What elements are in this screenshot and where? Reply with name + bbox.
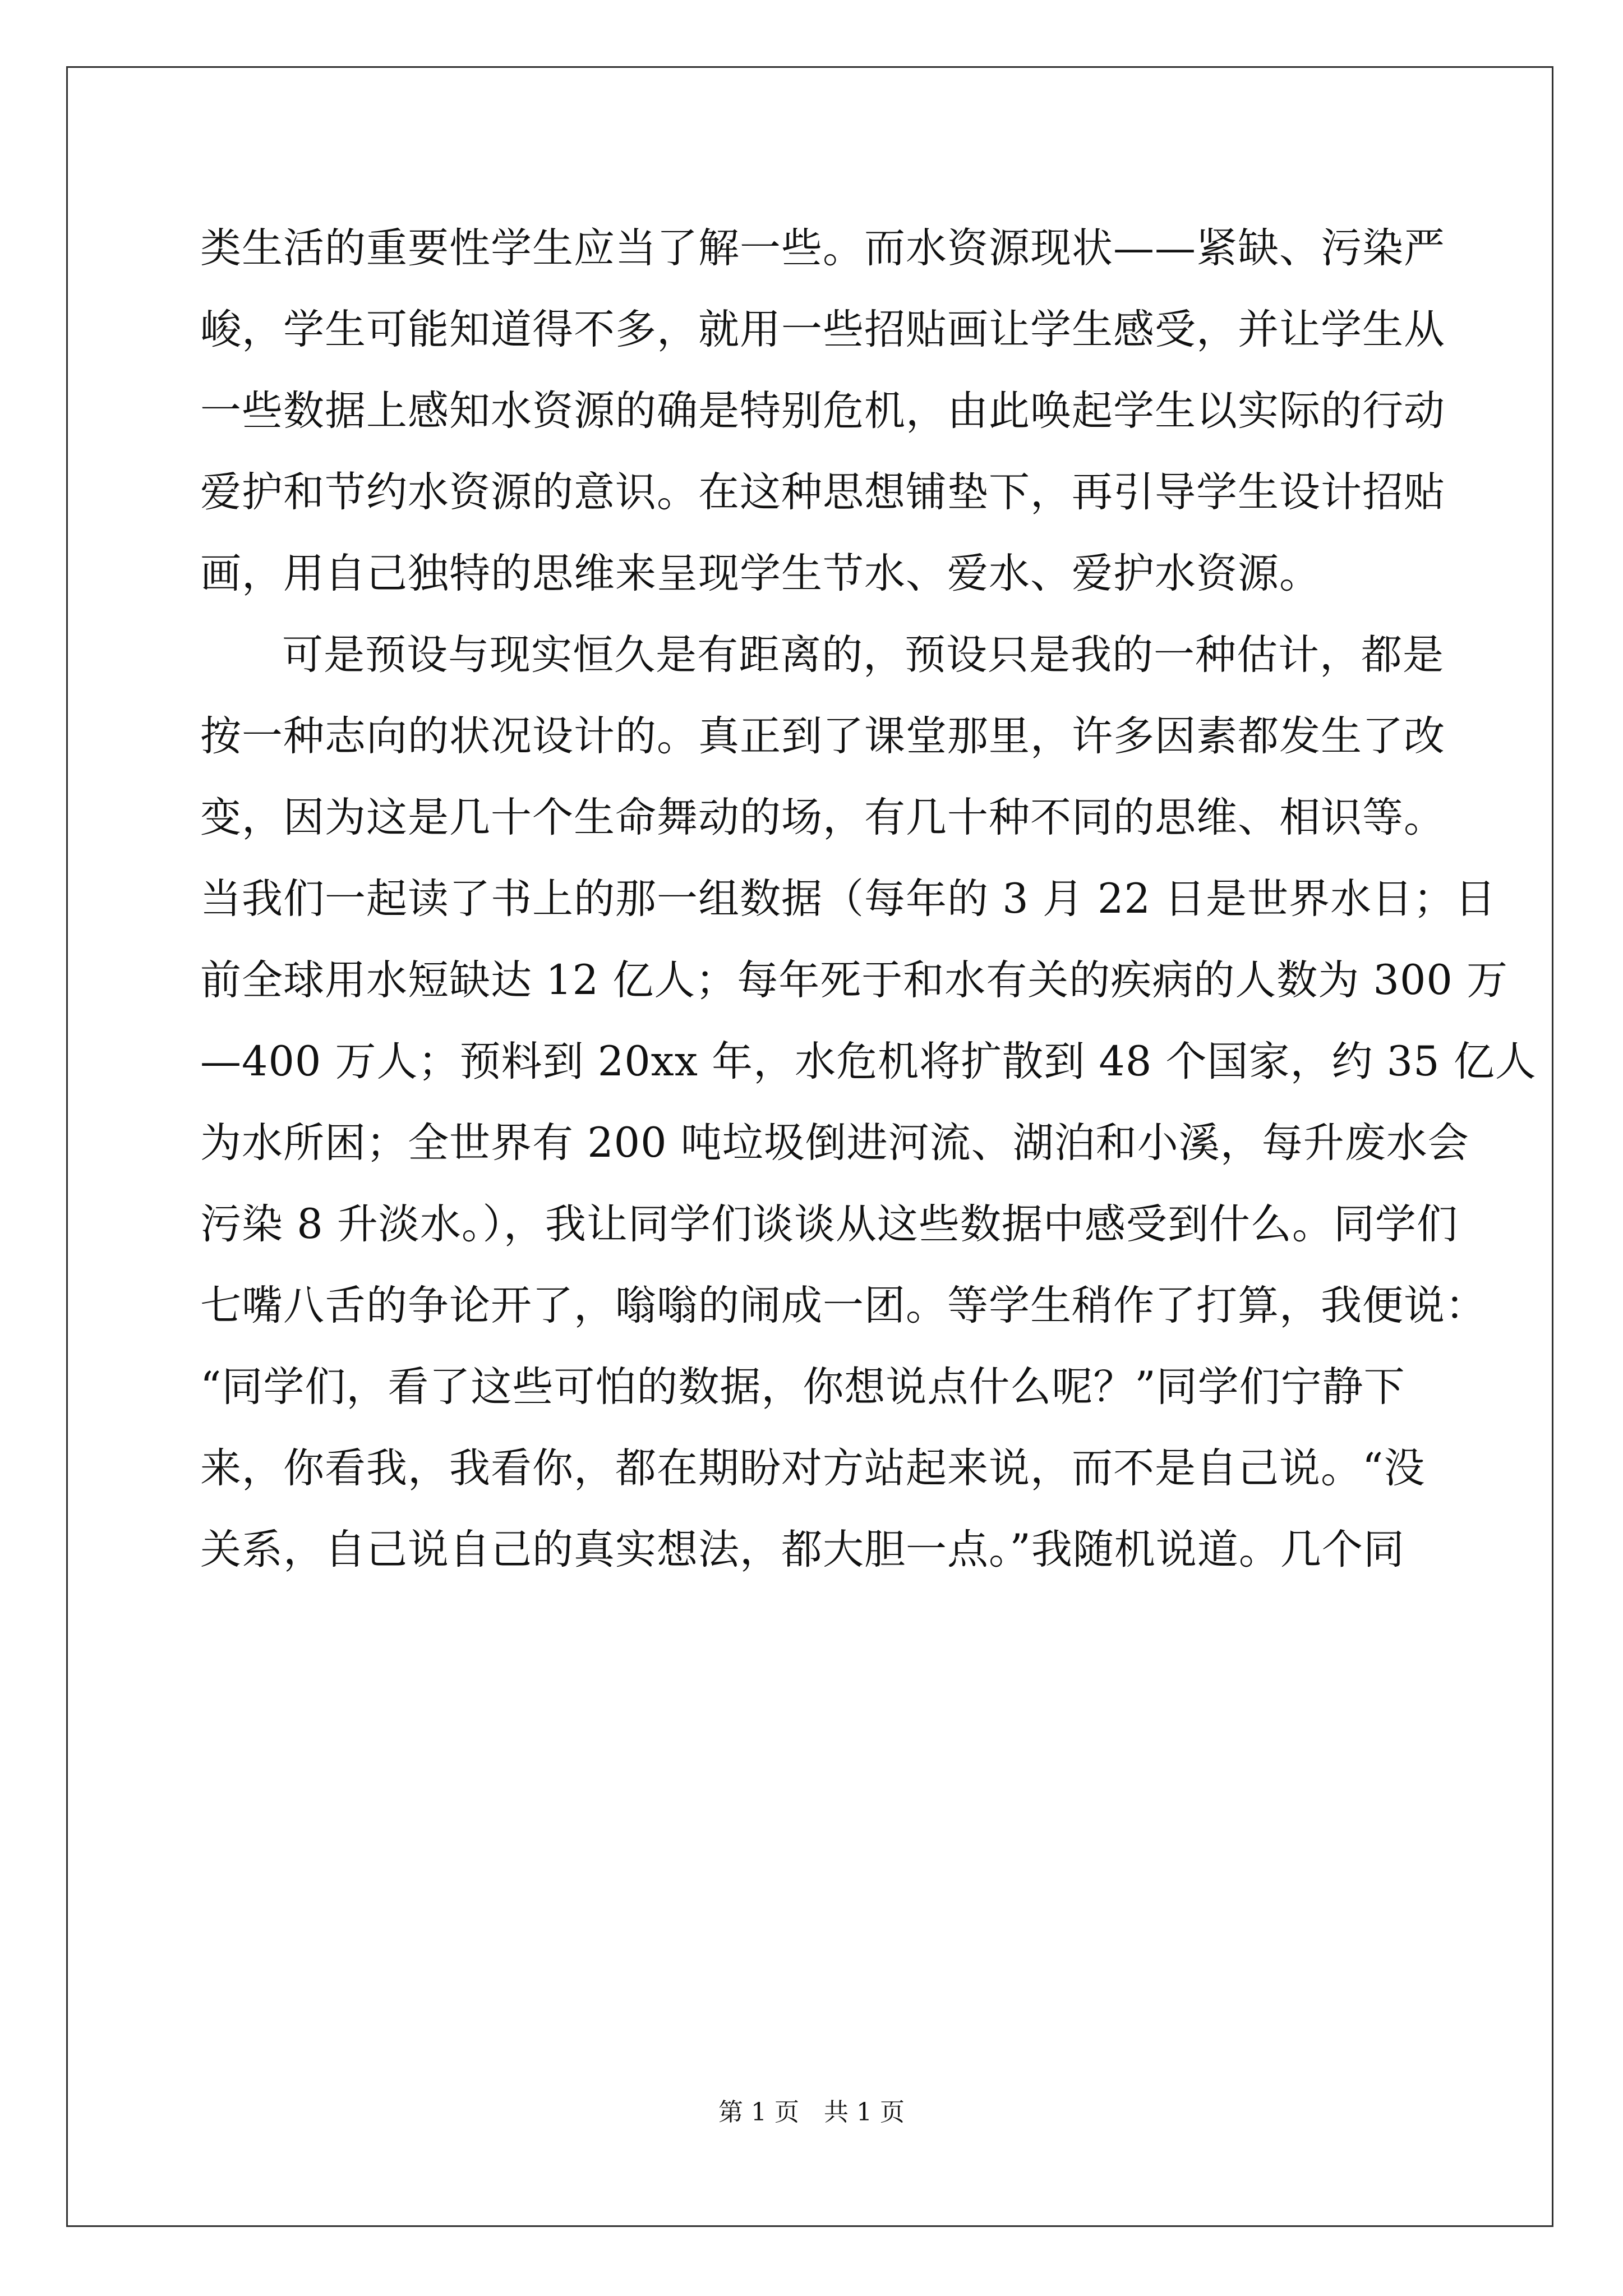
text-line: 当我们一起读了书上的那一组数据（每年的 3 月 22 日是世界水日；日 (200, 875, 1497, 923)
text-line: 类生活的重要性学生应当了解一些。而水资源现状——紧缺、污染严 (200, 224, 1445, 272)
text-line: 七嘴八舌的争论开了，嗡嗡的闹成一团。等学生稍作了打算，我便说： (200, 1282, 1487, 1329)
text-line: 爱护和节约水资源的意识。在这种思想铺垫下，再引导学生设计招贴 (200, 468, 1445, 516)
document-body (200, 208, 1537, 1590)
text-line: 为水所困；全世界有 200 吨垃圾倒进河流、湖泊和小溪，每升废水会 (200, 1119, 1469, 1167)
text-line: 来，你看我，我看你，都在期盼对方站起来说，而不是自己说。“没 (200, 1444, 1426, 1492)
text-line: 画，用自己独特的思维来呈现学生节水、爱水、爱护水资源。 (200, 550, 1321, 597)
text-line: 峻，学生可能知道得不多，就用一些招贴画让学生感受，并让学生从 (200, 306, 1445, 353)
text-line: 一些数据上感知水资源的确是特别危机，由此唤起学生以实际的行动 (200, 387, 1445, 435)
page-number-footer: 第 1 页 共 1 页 (718, 2098, 905, 2127)
paragraph-start-line: 可是预设与现实恒久是有距离的，预设只是我的一种估计，都是 (282, 631, 1444, 679)
text-line: 前全球用水短缺达 12 亿人；每年死于和水有关的疾病的人数为 300 万 (200, 956, 1509, 1004)
text-line: 污染 8 升淡水。），我让同学们谈谈从这些数据中感受到什么。同学们 (200, 1200, 1458, 1248)
text-line: “同学们，看了这些可怕的数据，你想说点什么呢？”同学们宁静下 (200, 1363, 1405, 1411)
text-line: 按一种志向的状况设计的。真正到了课堂那里，许多因素都发生了改 (200, 712, 1445, 760)
text-line: —400 万人；预料到 20xx 年，水危机将扩散到 48 个国家，约 35 亿人 (200, 1038, 1537, 1085)
text-line: 变，因为这是几十个生命舞动的场，有几十种不同的思维、相识等。 (200, 794, 1445, 841)
text-line: 关系，自己说自己的真实想法，都大胆一点。”我随机说道。几个同 (200, 1526, 1405, 1573)
